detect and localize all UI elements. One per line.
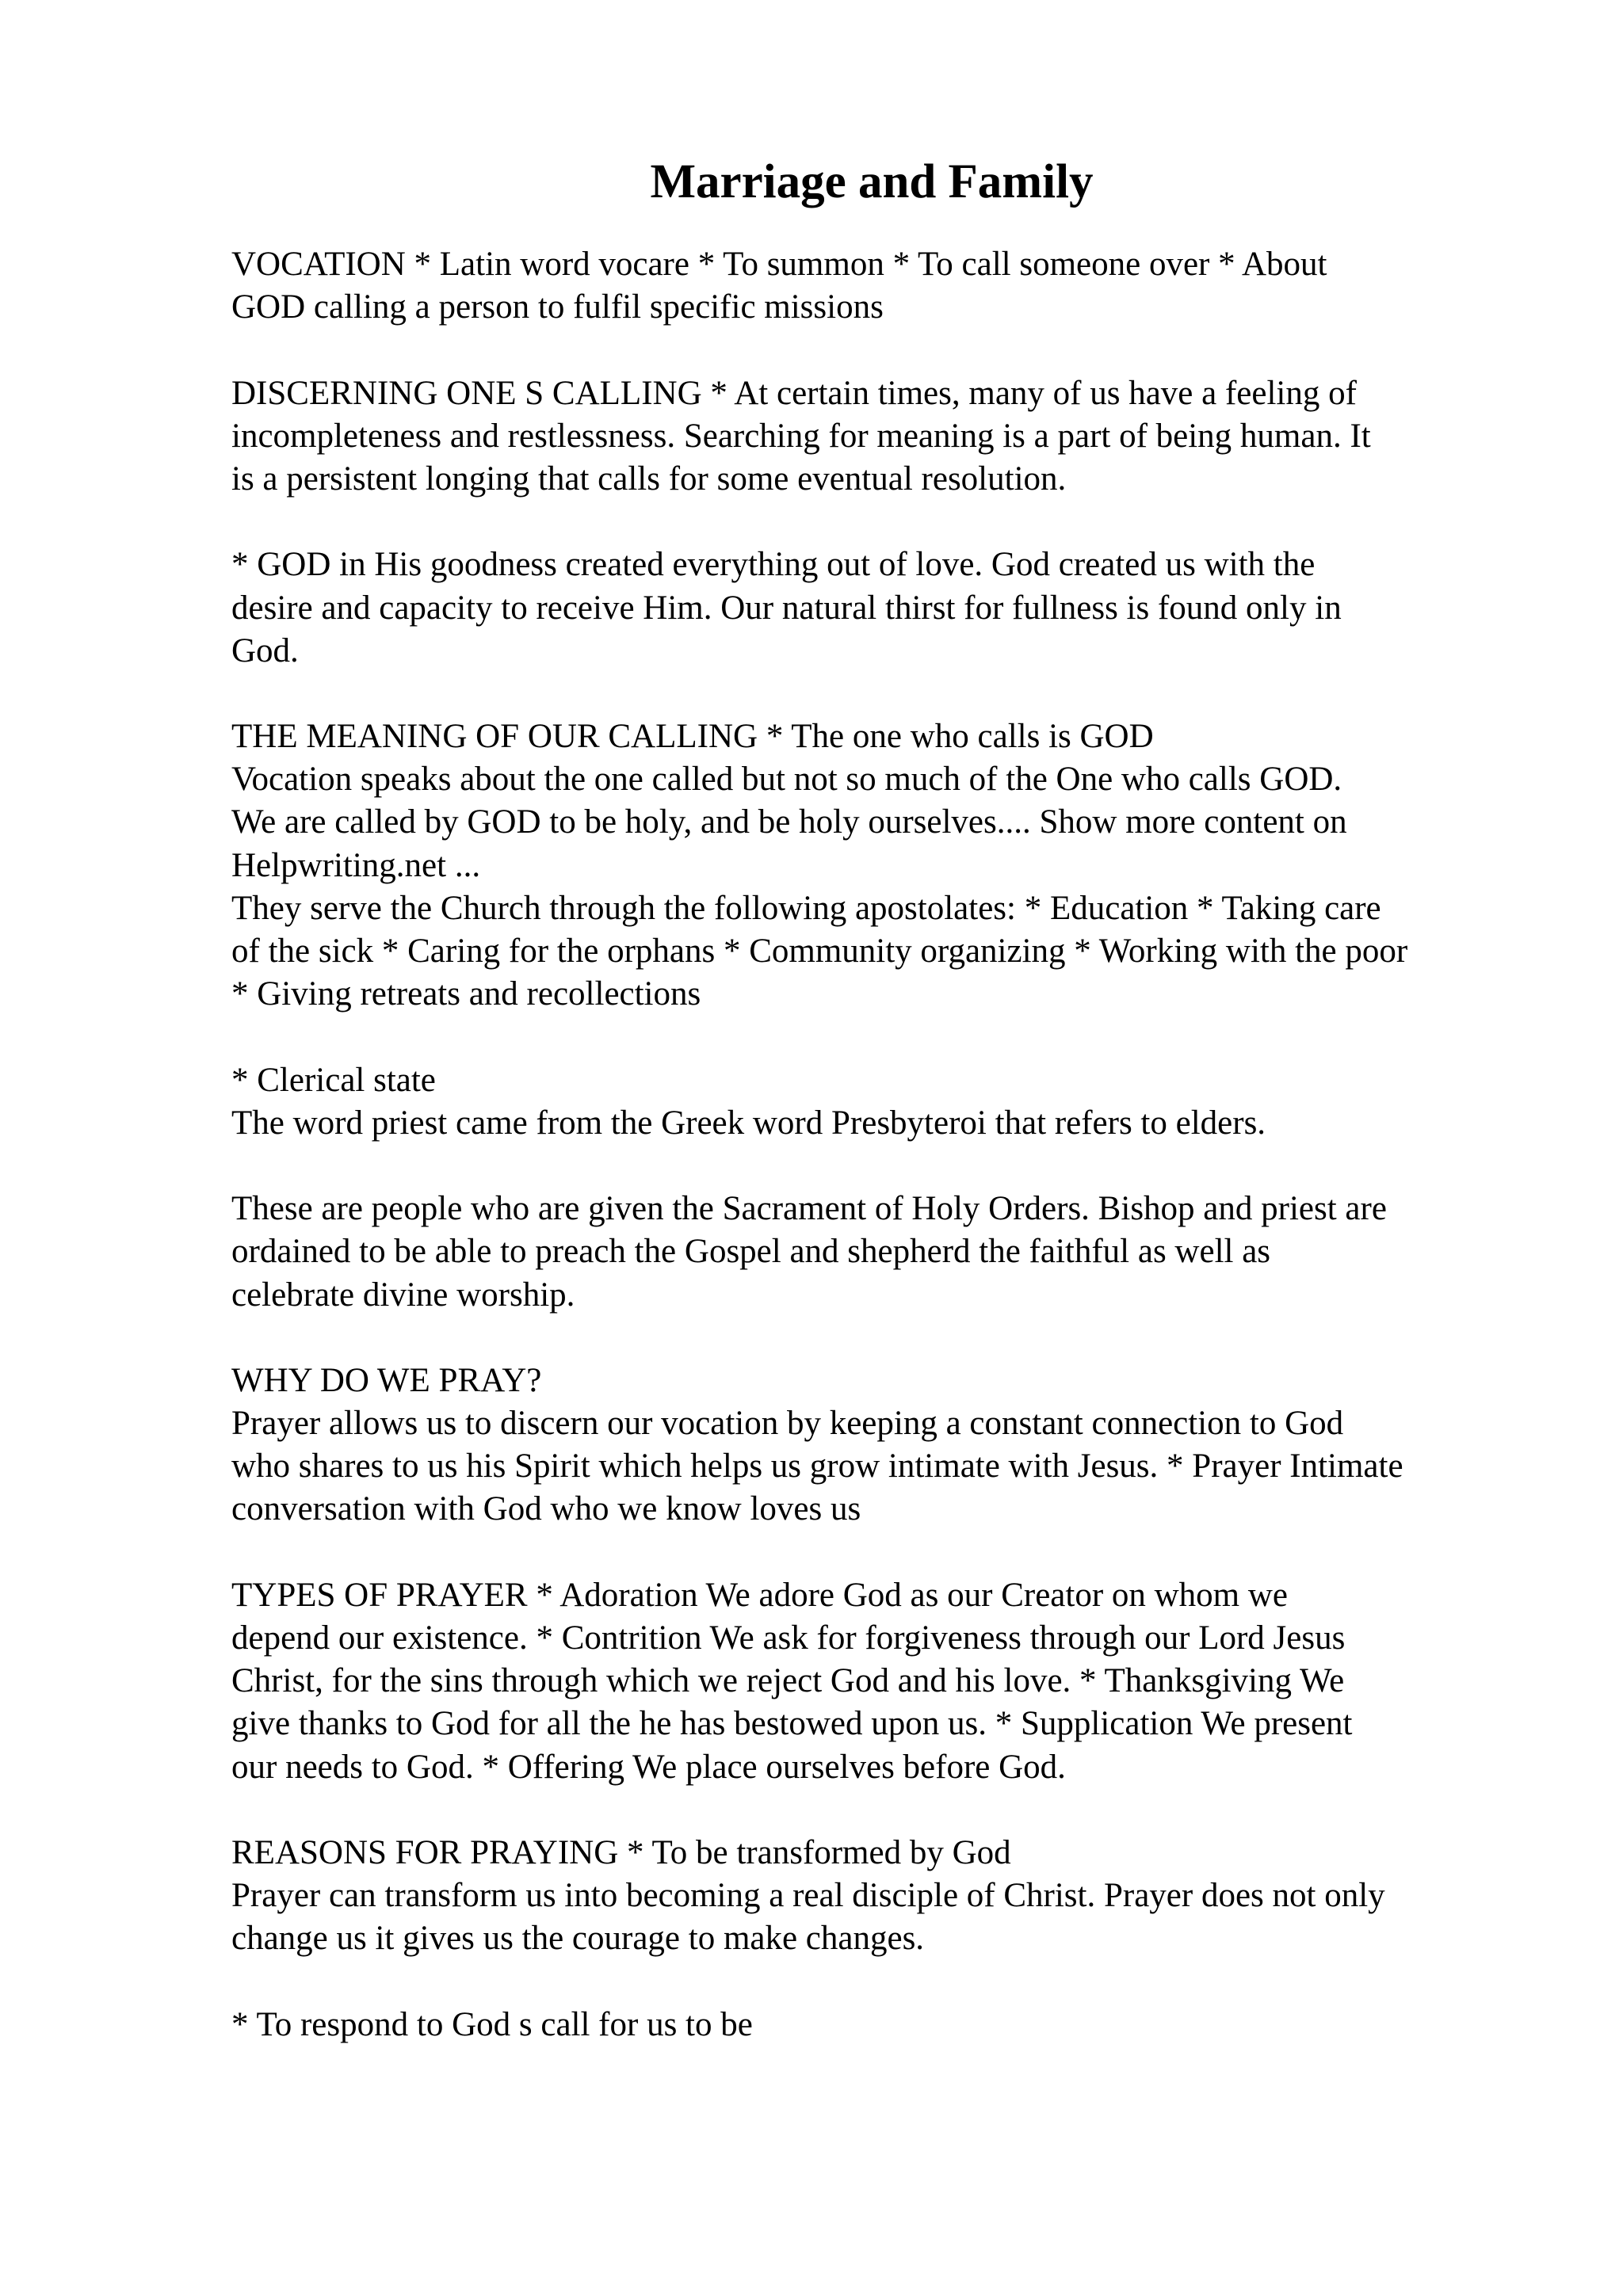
text-line: WHY DO WE PRAY?	[231, 1361, 542, 1399]
text-line: VOCATION * Latin word vocare * To summon * To call someone over * About	[231, 246, 1327, 283]
text-line: Helpwriting.net ...	[231, 846, 481, 884]
text-line: God.	[231, 631, 299, 669]
text-line: We are called by GOD to be holy, and be holy ourselves.... Show more content on	[231, 803, 1347, 841]
text-line: celebrate divine worship.	[231, 1276, 575, 1314]
text-line: ordained to be able to preach the Gospel and shepherd the faithful as well as	[231, 1233, 1271, 1271]
text-line: * Giving retreats and recollections	[231, 975, 701, 1013]
text-line: The word priest came from the Greek word Presbyteroi that refers to elders.	[231, 1104, 1266, 1142]
text-line: * Clerical state	[231, 1061, 436, 1099]
paragraph-gap	[231, 673, 1547, 715]
paragraph-gap	[231, 1016, 1547, 1058]
text-line: They serve the Church through the following apostolates: * Education * Taking care	[231, 889, 1381, 927]
text-line: conversation with God who we know loves us	[231, 1490, 861, 1528]
document-title: Marriage and Family	[650, 155, 1094, 208]
text-line: GOD calling a person to fulfil specific missions	[231, 288, 884, 326]
text-line: desire and capacity to receive Him. Our natural thirst for fullness is found only in	[231, 589, 1342, 627]
text-line: our needs to God. * Offering We place ourselves before God.	[231, 1748, 1066, 1786]
text-line: Christ, for the sins through which we reject God and his love. * Thanksgiving We	[231, 1662, 1345, 1700]
text-line: Prayer can transform us into becoming a real disciple of Christ. Prayer does not only	[231, 1877, 1385, 1915]
text-line: * To respond to God s call for us to be	[231, 2005, 753, 2043]
text-line: * GOD in His goodness created everything out of love. God created us with the	[231, 546, 1316, 584]
text-line: Prayer allows us to discern our vocation by keeping a constant connection to God	[231, 1405, 1344, 1443]
text-line: These are people who are given the Sacrament of Holy Orders. Bishop and priest are	[231, 1190, 1387, 1228]
document-body	[231, 243, 1547, 2046]
text-line: depend our existence. * Contrition We ask for forgiveness through our Lord Jesus	[231, 1619, 1346, 1657]
text-line: who shares to us his Spirit which helps us grow intimate with Jesus. * Prayer Intimate	[231, 1447, 1403, 1486]
text-line: DISCERNING ONE S CALLING * At certain times, many of us have a feeling of	[231, 374, 1357, 412]
paragraph-gap	[231, 1531, 1547, 1574]
paragraph-gap	[231, 329, 1547, 372]
paragraph-gap	[231, 1961, 1547, 2004]
text-line: of the sick * Caring for the orphans * Community organizing * Working with the poor	[231, 933, 1408, 970]
paragraph-gap	[231, 1145, 1547, 1188]
text-line: incompleteness and restlessness. Searching for meaning is a part of being human. It	[231, 417, 1371, 455]
text-line: Vocation speaks about the one called but not so much of the One who calls GOD.	[231, 761, 1342, 799]
text-line: is a persistent longing that calls for some eventual resolution.	[231, 460, 1067, 498]
paragraph-gap	[231, 1317, 1547, 1360]
text-line: THE MEANING OF OUR CALLING * The one who calls is GOD	[231, 718, 1154, 756]
text-line: change us it gives us the courage to make changes.	[231, 1920, 925, 1958]
text-line: give thanks to God for all the he has bestowed upon us. * Supplication We present	[231, 1705, 1353, 1743]
text-line: REASONS FOR PRAYING * To be transformed by God	[231, 1833, 1011, 1871]
text-line: TYPES OF PRAYER * Adoration We adore God as our Creator on whom we	[231, 1576, 1289, 1614]
paragraph-gap	[231, 1789, 1547, 1832]
paragraph-gap	[231, 501, 1547, 543]
